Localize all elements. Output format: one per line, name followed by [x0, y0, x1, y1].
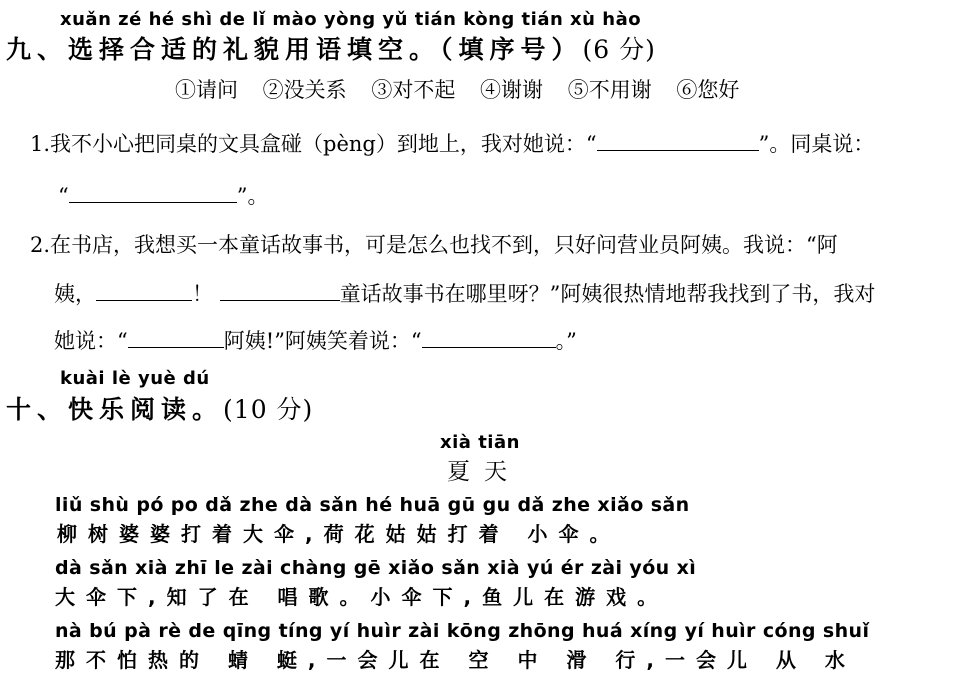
section10-title: 快乐阅读。	[68, 395, 224, 424]
question2-text-c: 童话故事书在哪里呀？”阿姨很热情地帮我找到了书，我对	[339, 282, 876, 306]
section9-pinyin: xuǎn zé hé shì de lǐ mào yòng yǔ tián kòng tián xù hào	[60, 9, 642, 30]
question2-text-e: 阿姨!”阿姨笑着说：“	[223, 329, 422, 353]
question2-text-b: ！	[192, 282, 213, 306]
poem-line1-pinyin: liǔ shù pó po dǎ zhe dà sǎn hé huā gū gu dǎ zhe xiǎo sǎn	[55, 494, 690, 516]
question1-line2	[58, 180, 269, 210]
question2-line3	[54, 325, 577, 355]
poem-line3-text: 那不怕热的 蜻 蜓,一会儿在 空 中 滑 行,一会儿 从 水	[55, 648, 856, 672]
section9-number: 九、	[6, 35, 69, 64]
poem-line1-text: 柳树婆婆打着大伞,荷花姑姑打着 小伞。	[57, 522, 621, 546]
question1-text-c: “	[58, 184, 69, 208]
question2-text-f: 。”	[555, 329, 577, 353]
answer-options: ①请问 ②没关系 ③对不起 ④谢谢 ⑤不用谢 ⑥您好	[175, 78, 740, 102]
poem-title-pinyin: xià tiān	[440, 432, 520, 453]
question1-blank2[interactable]	[69, 182, 237, 203]
question2-blank3[interactable]	[128, 327, 224, 348]
question1-text-d: ”。	[236, 184, 269, 208]
question1-blank1[interactable]	[597, 130, 759, 151]
question2-line2	[54, 278, 875, 308]
poem-title: 夏天	[447, 459, 521, 485]
question2-text-a: 姨，	[54, 282, 96, 306]
section10-number: 十、	[6, 395, 69, 424]
poem-line2-pinyin: dà sǎn xià zhī le zài chàng gē xiǎo sǎn xià yú ér zài yóu xì	[55, 557, 697, 579]
question1-text-b: ”。同桌说：	[758, 132, 875, 156]
question2-blank2[interactable]	[220, 280, 340, 301]
section10-pinyin: kuài lè yuè dú	[60, 368, 210, 389]
question2-blank4[interactable]	[422, 327, 556, 348]
question2-text-d: 她说：“	[54, 329, 128, 353]
poem-line3-pinyin: nà bú pà rè de qīng tíng yí huìr zài kōng zhōng huá xíng yí huìr cóng shuǐ	[55, 620, 870, 642]
section9-instruction: （填序号）	[440, 35, 583, 64]
section9-heading	[6, 30, 656, 66]
section9-title: 选择合适的礼貌用语填空。	[68, 35, 441, 64]
question1-line1	[30, 128, 874, 158]
question2-blank1[interactable]	[96, 280, 192, 301]
question2-line1: 2.在书店，我想买一本童话故事书，可是怎么也找不到，只好问营业员阿姨。我说：“阿	[30, 233, 838, 257]
question1-text-a: 1.我不小心把同桌的文具盒碰（pèng）到地上，我对她说：“	[30, 132, 597, 156]
poem-line2-text: 大伞下,知了在 唱歌。小伞下,鱼儿在游戏。	[55, 585, 669, 609]
section10-heading	[6, 390, 313, 426]
section9-score: (6 分)	[582, 35, 656, 64]
section10-score: (10 分)	[223, 395, 314, 424]
